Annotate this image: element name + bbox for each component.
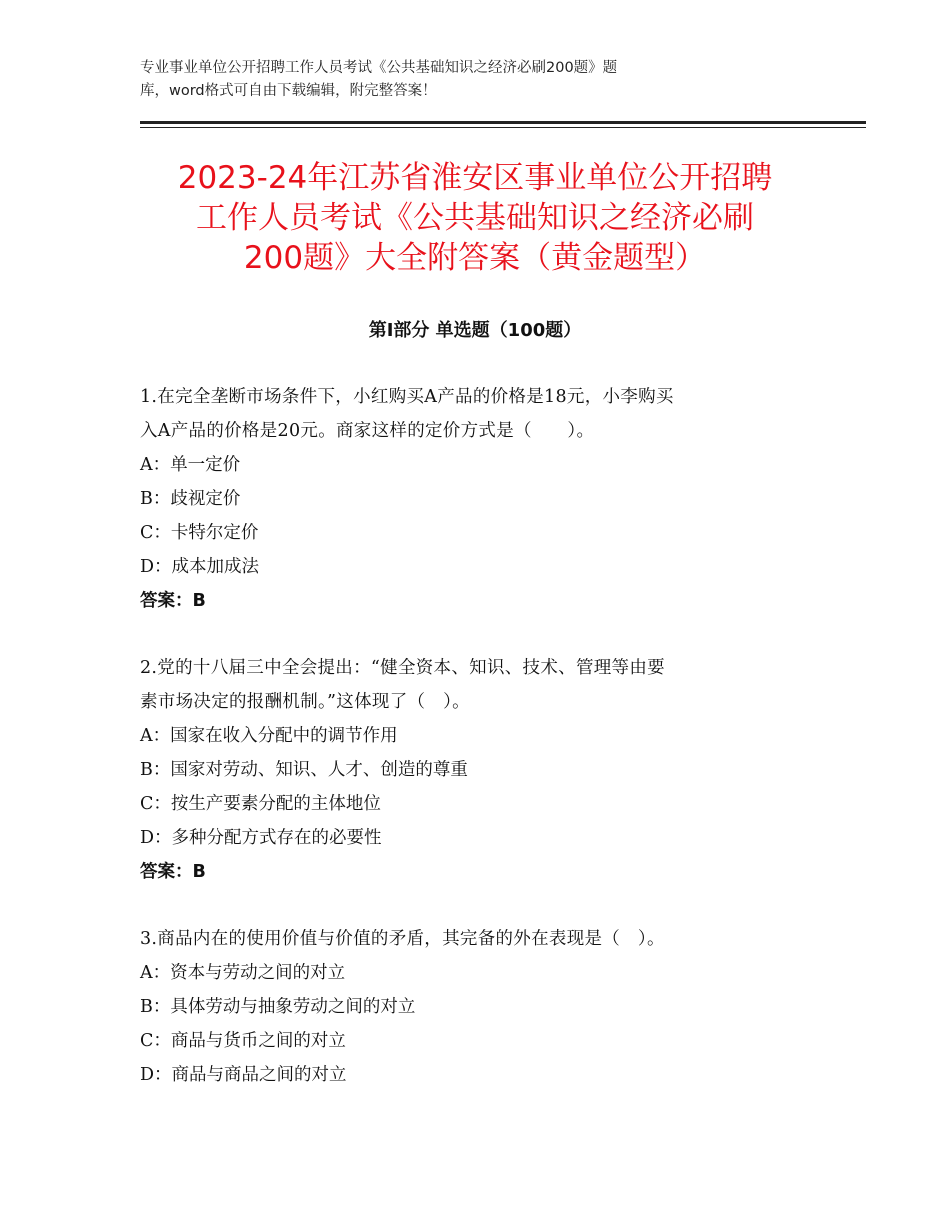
option-d: D：商品与商品之间的对立: [140, 1065, 347, 1085]
question-item: [140, 651, 820, 889]
question-item: [140, 380, 820, 618]
title-line: 2023-24年江苏省淮安区事业单位公开招聘: [177, 160, 773, 196]
title-line: 工作人员考试《公共基础知识之经济必刷: [196, 200, 754, 236]
question-stem: 素市场决定的报酬机制。”这体现了（ ）。: [140, 692, 470, 712]
option-b: B：具体劳动与抽象劳动之间的对立: [140, 997, 416, 1017]
option-c: C：卡特尔定价: [140, 523, 259, 543]
answer-label: 答案：B: [140, 591, 206, 611]
option-b: B：歧视定价: [140, 489, 241, 509]
answer-label: 答案：B: [140, 862, 206, 882]
option-c: C：商品与货币之间的对立: [140, 1031, 346, 1051]
section-title: 第Ⅰ部分 单选题（100题）: [368, 320, 582, 341]
header-divider-thick: [140, 121, 866, 124]
question-item: [140, 922, 820, 1092]
question-stem: 3.商品内在的使用价值与价值的矛盾，其完备的外在表现是（ ）。: [140, 929, 665, 949]
option-a: A：国家在收入分配中的调节作用: [140, 726, 398, 746]
question-stem: 2.党的十八届三中全会提出：“健全资本、知识、技术、管理等由要: [140, 658, 665, 678]
question-stem: 1.在完全垄断市场条件下，小红购买A产品的价格是18元，小李购买: [140, 387, 674, 407]
option-a: A：资本与劳动之间的对立: [140, 963, 346, 983]
option-d: D：成本加成法: [140, 557, 260, 577]
option-d: D：多种分配方式存在的必要性: [140, 828, 382, 848]
header-note: [140, 57, 770, 103]
header-note-line: 库，word格式可自由下载编辑，附完整答案！: [140, 83, 437, 99]
question-stem: 入A产品的价格是20元。商家这样的定价方式是（ ）。: [140, 421, 595, 441]
title-line: 200题》大全附答案（黄金题型）: [243, 240, 707, 276]
header-note-line: 专业事业单位公开招聘工作人员考试《公共基础知识之经济必刷200题》题: [140, 60, 618, 76]
document-title: [100, 158, 850, 278]
option-b: B：国家对劳动、知识、人才、创造的尊重: [140, 760, 468, 780]
question-list: [140, 380, 820, 1125]
option-a: A：单一定价: [140, 455, 241, 475]
option-c: C：按生产要素分配的主体地位: [140, 794, 381, 814]
header-divider-thin: [140, 127, 866, 128]
